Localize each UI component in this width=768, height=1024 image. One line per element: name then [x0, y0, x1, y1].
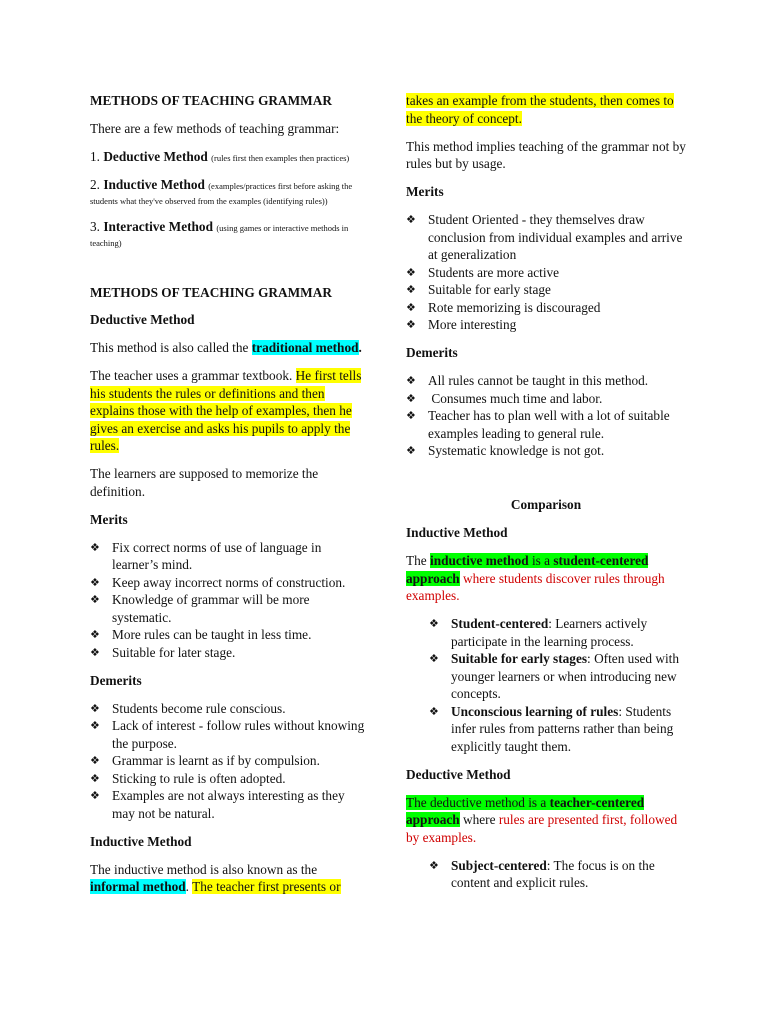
term: Student-centered	[451, 616, 549, 631]
list-item: ❖ Suitable for early stage	[406, 281, 686, 299]
method-number: 2.	[90, 176, 100, 192]
list-item: ❖ All rules cannot be taught in this method.	[406, 372, 686, 390]
merits-list	[406, 211, 686, 334]
deductive-paragraph-1	[90, 339, 365, 357]
demerits-heading: Demerits	[406, 345, 458, 360]
list-item: ❖ Suitable for later stage.	[90, 644, 365, 662]
list-item: ❖ More rules can be taught in less time.	[90, 626, 365, 644]
list-item: ❖ Knowledge of grammar will be more systematic.	[90, 591, 365, 626]
list-item: ❖ Consumes much time and labor.	[406, 390, 686, 408]
list-item: ❖ Lack of interest - follow rules without knowing the purpose.	[90, 717, 365, 752]
cmp-deductive-list	[429, 857, 686, 892]
highlight-green: The deductive method is a	[406, 794, 550, 810]
red-text: where students discover rules through examples.	[406, 570, 665, 603]
intro-text: There are a few methods of teaching grammar:	[90, 120, 340, 136]
inductive-continued	[406, 92, 686, 127]
list-item	[429, 857, 686, 892]
method-item-2	[90, 176, 365, 208]
method-item-3	[90, 218, 365, 250]
list-item: ❖ Examples are not always interesting as they may not be natural.	[90, 787, 365, 822]
term: Subject-centered	[451, 857, 547, 873]
method-number: 1.	[90, 148, 100, 164]
term: Suitable for early stages	[451, 651, 588, 666]
method-note: (rules first then examples then practices)	[211, 152, 350, 163]
implies-paragraph: This method implies teaching of the grammar not by rules but by usage.	[406, 138, 686, 171]
demerits-list	[90, 700, 365, 823]
comparison-heading: Comparison	[510, 497, 582, 512]
method-note: (using games or interactive methods in teaching)	[90, 222, 349, 248]
merits-list	[90, 539, 365, 662]
list-item: ❖ More interesting	[406, 316, 686, 334]
desc: : Students infer rules from patterns rather than being explicitly taught them.	[451, 703, 674, 754]
method-name: Interactive Method	[103, 218, 213, 234]
demerits-heading: Demerits	[90, 672, 142, 688]
cmp-inductive-heading: Inductive Method	[406, 525, 508, 540]
inductive-heading: Inductive Method	[90, 833, 192, 849]
deductive-paragraph-3: The learners are supposed to memorize the definition.	[90, 466, 319, 499]
deductive-paragraph-2	[90, 367, 365, 455]
section-title: METHODS OF TEACHING GRAMMAR	[90, 284, 332, 300]
cmp-deductive-heading: Deductive Method	[406, 766, 511, 782]
text: The inductive method is also known as the	[90, 861, 318, 877]
highlight-green: student-centered approach	[406, 553, 649, 586]
list-item: ❖ Students are more active	[406, 264, 686, 282]
highlight-green: teacher-centered approach	[406, 794, 645, 827]
text: .	[358, 340, 362, 355]
text: where	[459, 812, 499, 827]
red-text: rules are presented first, followed by examples.	[406, 812, 678, 845]
list-item: ❖ Grammar is learnt as if by compulsion.	[90, 752, 365, 770]
inductive-paragraph	[90, 861, 365, 896]
method-note: (examples/practices first before asking the students what they've observed from the examples (identifying rules))	[90, 180, 353, 206]
desc: : Learners actively participate in the learning process.	[451, 616, 648, 649]
cmp-inductive-paragraph	[406, 552, 686, 605]
list-item: ❖ Keep away incorrect norms of construction.	[90, 574, 365, 592]
highlight-cyan: traditional method	[251, 340, 359, 355]
method-number: 3.	[90, 218, 100, 234]
deductive-heading: Deductive Method	[90, 312, 195, 327]
highlight-green: is a	[528, 553, 554, 568]
list-item	[429, 703, 686, 756]
method-name: Inductive Method	[103, 176, 205, 192]
list-item	[429, 615, 686, 650]
highlight-cyan: informal method	[90, 879, 186, 894]
left-column	[90, 92, 365, 906]
text: The	[406, 553, 430, 568]
highlight-green: inductive method	[430, 553, 529, 568]
desc: : Often used with younger learners or when introducing new concepts.	[451, 651, 680, 701]
desc: : The focus is on the content and explicit rules.	[451, 857, 655, 890]
list-item: ❖ Sticking to rule is often adopted.	[90, 770, 365, 788]
merits-heading: Merits	[90, 511, 128, 527]
highlight-yellow: The teacher first presents or	[192, 879, 341, 894]
highlight-yellow: takes an example from the students, then comes to the theory of concept.	[406, 93, 674, 126]
list-item: ❖ Teacher has to plan well with a lot of suitable examples leading to general rule.	[406, 407, 686, 442]
list-item: ❖ Fix correct norms of use of language in learner’s mind.	[90, 539, 365, 574]
cmp-deductive-paragraph	[406, 794, 686, 847]
list-item: ❖ Student Oriented - they themselves draw conclusion from individual examples and arrive at generalization	[406, 211, 686, 264]
list-item: ❖ Systematic knowledge is not got.	[406, 442, 686, 460]
demerits-list	[406, 372, 686, 460]
method-item-1	[90, 148, 365, 166]
list-item	[429, 650, 686, 703]
list-item: ❖ Rote memorizing is discouraged	[406, 299, 686, 317]
page-title: METHODS OF TEACHING GRAMMAR	[90, 93, 332, 108]
right-column	[406, 92, 686, 902]
cmp-inductive-list	[429, 615, 686, 755]
highlight-yellow: He first tells his students the rules or definitions and then explains those with the help of examples, then he gives an exercise and asks his pupils to apply the rules.	[90, 368, 362, 453]
text: .	[185, 879, 193, 894]
method-name: Deductive Method	[103, 148, 208, 164]
text: This method is also called the	[90, 340, 252, 355]
list-item: ❖ Students become rule conscious.	[90, 700, 365, 718]
text: The teacher uses a grammar textbook.	[90, 368, 296, 383]
merits-heading: Merits	[406, 184, 444, 199]
term: Unconscious learning of rules	[451, 703, 619, 719]
